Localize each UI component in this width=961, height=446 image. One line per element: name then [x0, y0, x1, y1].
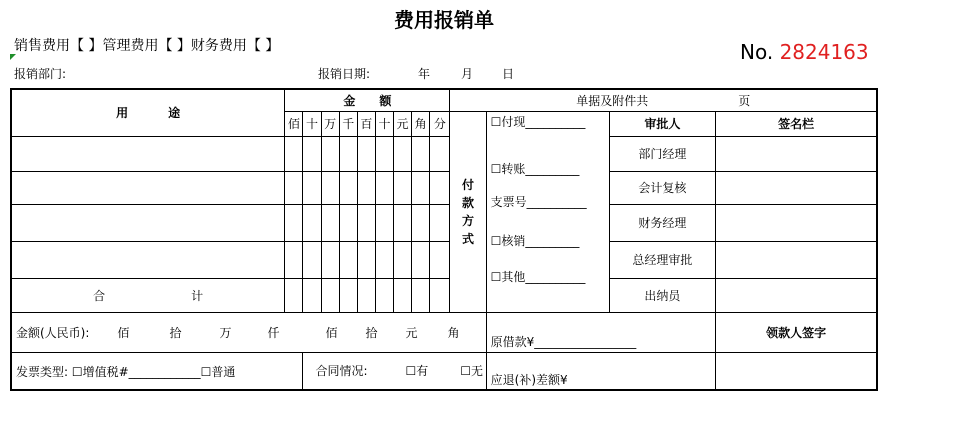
unit-cell: 万	[321, 111, 339, 136]
contract-no-checkbox[interactable]: ☐无	[460, 364, 484, 379]
form-title: 费用报销单	[394, 8, 494, 32]
contract-status[interactable]: 合同情况: ☐有 ☐无	[303, 352, 486, 390]
approver-header: 审批人	[609, 111, 716, 136]
unit-cell: 角	[412, 111, 430, 136]
usage-row-4[interactable]	[11, 241, 285, 278]
option-cash[interactable]: ☐付现__________	[490, 114, 586, 129]
usage-row-3[interactable]	[11, 204, 285, 241]
number-value: 2824163	[779, 40, 869, 64]
usage-row-1[interactable]	[11, 136, 285, 171]
original-loan[interactable]: 原借款¥_________________	[486, 312, 716, 352]
approver-finance-manager: 财务经理	[609, 204, 716, 241]
usage-row-2[interactable]	[11, 171, 285, 204]
approver-gm-approval: 总经理审批	[609, 241, 716, 278]
receiver-signature-label: 领款人签字	[716, 312, 877, 352]
rmb-amount-row[interactable]: 金额(人民币): 佰 拾 万 仟 佰 拾 元 角	[11, 312, 486, 352]
invoice-type[interactable]: 发票类型: ☐增值税#____________☐普通	[11, 352, 303, 390]
signature-cell[interactable]	[716, 204, 877, 241]
number-prefix: No.	[740, 40, 774, 64]
signature-cell[interactable]	[716, 136, 877, 171]
month-label: 月	[461, 67, 474, 81]
signature-cell[interactable]	[716, 241, 877, 278]
signature-header: 签名栏	[716, 111, 877, 136]
unit-cell: 十	[303, 111, 321, 136]
approver-cashier: 出纳员	[609, 278, 716, 312]
expense-type-line: 销售费用【 】管理费用【 】财务费用【 】	[14, 38, 280, 54]
unit-cell: 十	[375, 111, 393, 136]
form-number	[740, 40, 869, 64]
refund-difference[interactable]: 应退(补)差额¥	[486, 352, 716, 390]
dept-label: 报销部门:	[14, 67, 67, 81]
option-other[interactable]: ☐其他__________	[490, 269, 586, 284]
unit-cell: 分	[430, 111, 450, 136]
payment-method-label: 付 款 方 式	[450, 111, 486, 312]
option-transfer[interactable]: ☐转账_________	[490, 161, 580, 176]
unit-cell: 百	[357, 111, 375, 136]
date-label: 报销日期:	[318, 67, 371, 81]
total-label: 合 计	[11, 278, 285, 312]
signature-cell[interactable]	[716, 171, 877, 204]
expense-form-table	[10, 88, 878, 391]
year-label: 年	[418, 67, 431, 81]
rmb-label: 金额(人民币):	[16, 325, 90, 340]
approver-dept-manager: 部门经理	[609, 136, 716, 171]
signature-cell[interactable]	[716, 278, 877, 312]
approver-accounting-review: 会计复核	[609, 171, 716, 204]
contract-yes-checkbox[interactable]: ☐有	[405, 364, 429, 379]
unit-cell: 千	[339, 111, 357, 136]
receiver-signature-cell[interactable]	[716, 352, 877, 390]
option-writeoff[interactable]: ☐核销_________	[490, 233, 580, 248]
usage-header: 用 途	[11, 89, 285, 136]
option-cheque[interactable]: 支票号__________	[490, 194, 587, 209]
unit-cell: 元	[394, 111, 412, 136]
payment-options	[486, 111, 609, 312]
attachments-header: 单据及附件共 页	[450, 89, 877, 111]
cell-comment-marker	[10, 54, 16, 60]
unit-cell: 佰	[285, 111, 303, 136]
day-label: 日	[502, 67, 515, 81]
amount-header: 金 额	[285, 89, 450, 111]
